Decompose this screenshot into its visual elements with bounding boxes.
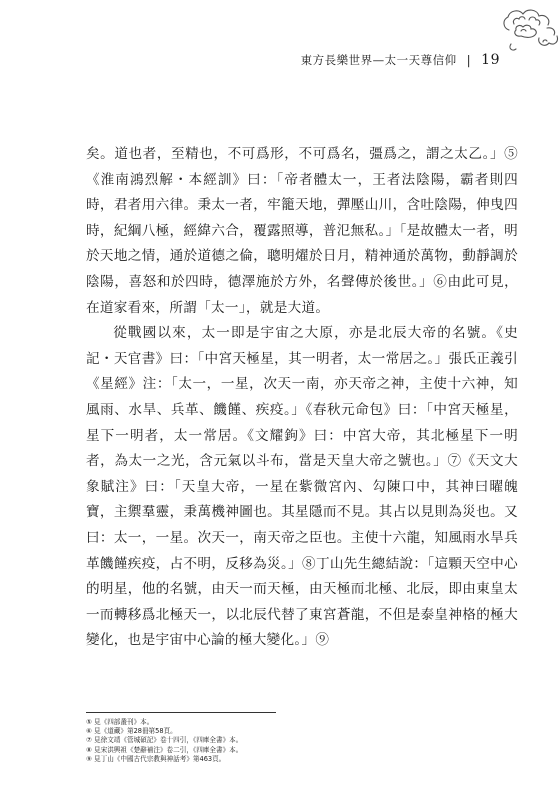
- cloud-ornament-icon: [499, 0, 559, 58]
- body-text: [86, 142, 518, 654]
- footnote: ⑤ 見《四部叢刊》本。: [86, 718, 154, 726]
- footnote: ⑦ 見徐文靖《管城碩記》卷十四引，《四庫全書》本。: [86, 736, 243, 745]
- footnote: ⑧ 見宋洪興祖《楚辭補注》卷二引，《四庫全書》本。: [86, 745, 243, 754]
- footnotes: [86, 718, 506, 764]
- running-title: 東方長樂世界—太一天尊信仰: [300, 53, 457, 67]
- header-separator: |: [466, 53, 472, 67]
- paragraph: 從戰國以來，太一即是宇宙之大原，亦是北辰大帝的名號。《史記・天官書》曰：「中宮天極星，其一明者，太一常居之。」張氏正義引《星經》注：「太一，一星，次天一南，亦天帝之神，主使十六神，知風雨、水旱、兵革、饑饉、疾疫。」《春秋元命包》曰：「中宮天極星，星下一明者，太一常居。《文耀鉤》曰：中宮大帝，其北極星下一明者，為太一之光，含元氣以斗布，當是天皇大帝之號也。」⑦《天文大象賦注》曰：「天皇大帝，一星在紫微宮內、勾陳口中，其神曰曜魄寶，主禦羣靈，秉萬機神圖也。其星隱而不見。其占以見則為災也。又曰：太一，一星。次天一，南天帝之臣也。主使十六龍，知風雨水旱兵革饑饉疾疫，占不明，反移為災。」⑧丁山先生總結說：「這顆天空中心的明星，他的名號，由天一而天極，由天極而北極、北辰，即由東皇太一而轉移爲北極天一，以北辰代替了東宮蒼龍，不但是泰皇神格的極大變化，也是宇宙中心論的極大變化。」⑨: [86, 325, 518, 649]
- footnote: ⑥ 見《道藏》第28冊第58頁。: [86, 727, 177, 736]
- footnote-divider: [86, 712, 276, 713]
- footnote: ⑨ 見丁山《中國古代宗教與神話考》第463頁。: [86, 754, 226, 763]
- running-header: [250, 52, 500, 68]
- page-number: 19: [481, 52, 500, 68]
- paragraph: 矣。道也者，至精也，不可爲形，不可爲名，彊爲之，謂之太乙。」⑤《淮南鴻烈解・本經訓》曰：「帝者體太一，王者法陰陽，霸者則四時，君者用六律。秉太一者，牢籠天地，彈壓山川，含吐陰陽，伸曳四時，紀綱八極，經緯六合，覆露照導，普氾無私。」「是故體太一者，明於天地之情，通於道德之倫，聰明燿於日月，精神通於萬物，動靜調於陰陽，喜怒和於四時，德澤施於方外，名聲傳於後世。」⑥由此可見，在道家看來，所謂「太一」，就是大道。: [86, 146, 518, 316]
